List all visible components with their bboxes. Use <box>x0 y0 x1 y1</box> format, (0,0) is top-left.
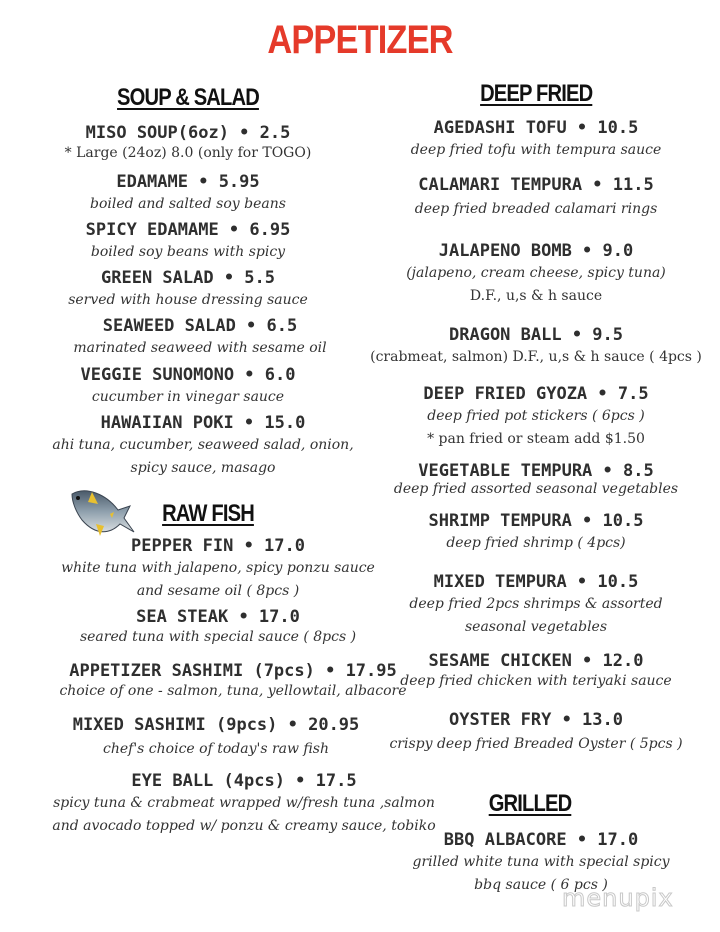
menu-item-eye-ball <box>0 770 488 838</box>
item-desc: deep fried chicken with teriyaki sauce <box>400 673 672 689</box>
item-desc: (crabmeat, salmon) D.F., u,s & h sauce ( 4pcs ) <box>370 349 702 365</box>
item-desc: * Large (24oz) 8.0 (only for TOGO) <box>64 145 312 161</box>
item-name: VEGGIE SUNOMONO • 6.0 <box>80 365 296 385</box>
item-name: SESAME CHICKEN • 12.0 <box>428 651 644 671</box>
item-desc: white tuna with jalapeno, spicy ponzu sauce <box>61 560 375 576</box>
item-name: SHRIMP TEMPURA • 10.5 <box>428 511 644 531</box>
menu-item-sea-steak <box>0 606 436 646</box>
item-desc: bbq sauce ( 6 pcs ) <box>474 877 608 893</box>
menu-item-mixed-tempura <box>376 571 696 639</box>
item-desc: deep fried tofu with tempura sauce <box>410 142 662 158</box>
watermark: menupix <box>562 884 674 912</box>
item-desc: * pan fried or steam add $1.50 <box>427 431 645 447</box>
menu-item-miso-soup <box>0 122 376 162</box>
item-desc: and avocado topped w/ ponzu & creamy sauce, tobiko <box>52 818 436 834</box>
item-name: OYSTER FRY • 13.0 <box>449 710 623 730</box>
item-name: DEEP FRIED GYOZA • 7.5 <box>423 384 649 404</box>
menu-item-vegetable-tempura <box>376 460 696 497</box>
item-desc: deep fried assorted seasonal vegetables <box>393 481 679 497</box>
menu-item-veggie-sunomono <box>0 364 376 409</box>
menu-item-green-salad <box>0 267 376 312</box>
menu-item-sesame-chicken <box>376 650 696 690</box>
item-desc: and sesame oil ( 8pcs ) <box>136 583 300 599</box>
item-name: PEPPER FIN • 17.0 <box>131 536 305 556</box>
item-name: DRAGON BALL • 9.5 <box>449 325 623 345</box>
item-desc: grilled white tuna with special spicy <box>412 854 670 870</box>
menu-item-spicy-edamame <box>0 219 376 264</box>
item-desc: boiled and salted soy beans <box>90 196 286 212</box>
item-name: APPETIZER SASHIMI (7pcs) • 17.95 <box>69 661 397 681</box>
item-desc: marinated seaweed with sesame oil <box>73 340 327 356</box>
section-heading-grilled: GRILLED <box>488 790 572 817</box>
menu-item-calamari-tempura <box>376 174 696 222</box>
menu-item-pepper-fin <box>0 535 436 603</box>
item-desc: seared tuna with special sauce ( 8pcs ) <box>79 629 357 645</box>
menu-item-edamame <box>0 171 376 216</box>
item-desc: boiled soy beans with spicy <box>90 244 286 260</box>
item-desc: spicy tuna & crabmeat wrapped w/fresh tuna ,salmon <box>53 795 435 811</box>
item-desc: (jalapeno, cream cheese, spicy tuna) <box>406 265 666 281</box>
item-name: AGEDASHI TOFU • 10.5 <box>433 118 639 138</box>
menu-title: APPETIZER <box>267 18 453 62</box>
item-name: SEAWEED SALAD • 6.5 <box>102 316 298 336</box>
item-name: EYE BALL (4pcs) • 17.5 <box>131 771 357 791</box>
item-desc: deep fried breaded calamari rings <box>414 201 658 217</box>
item-desc: served with house dressing sauce <box>68 292 308 308</box>
item-name: HAWAIIAN POKI • 15.0 <box>100 413 306 433</box>
menu-item-oyster-fry <box>376 709 696 757</box>
item-name: MISO SOUP(6oz) • 2.5 <box>85 123 291 143</box>
item-desc: choice of one - salmon, tuna, yellowtail, albacore <box>59 683 407 699</box>
item-desc: spicy sauce, masago <box>130 460 276 476</box>
menu-item-seaweed-salad <box>0 315 400 360</box>
item-name: MIXED TEMPURA • 10.5 <box>433 572 639 592</box>
item-desc: D.F., u,s & h sauce <box>469 288 603 304</box>
item-desc: deep fried pot stickers ( 6pcs ) <box>427 408 645 424</box>
item-name: JALAPENO BOMB • 9.0 <box>438 241 634 261</box>
item-desc: ahi tuna, cucumber, seaweed salad, onion, <box>52 437 354 453</box>
item-desc: seasonal vegetables <box>464 619 608 635</box>
item-name: MIXED SASHIMI (9pcs) • 20.95 <box>72 715 360 735</box>
section-heading-raw-fish: RAW FISH <box>162 500 254 527</box>
menu-item-deep-fried-gyoza <box>376 383 696 451</box>
item-desc: chef's choice of today's raw fish <box>103 741 329 757</box>
item-desc: crispy deep fried Breaded Oyster ( 5pcs ) <box>389 736 683 752</box>
item-name: EDAMAME • 5.95 <box>116 172 260 192</box>
item-name: GREEN SALAD • 5.5 <box>101 268 275 288</box>
item-name: VEGETABLE TEMPURA • 8.5 <box>418 461 654 481</box>
item-name: BBQ ALBACORE • 17.0 <box>443 830 639 850</box>
menu-item-jalapeno-bomb <box>376 240 696 308</box>
item-desc: deep fried 2pcs shrimps & assorted <box>409 596 663 612</box>
menu-item-shrimp-tempura <box>376 510 696 555</box>
menu-item-mixed-sashimi <box>0 714 432 762</box>
section-heading-deep-fried: DEEP FRIED <box>480 80 593 107</box>
item-name: SPICY EDAMAME • 6.95 <box>85 220 291 240</box>
item-desc: deep fried shrimp ( 4pcs) <box>446 535 626 551</box>
item-name: CALAMARI TEMPURA • 11.5 <box>418 175 654 195</box>
menu-item-dragon-ball <box>364 324 708 369</box>
item-name: SEA STEAK • 17.0 <box>136 607 300 627</box>
menu-item-agedashi-tofu <box>376 117 696 162</box>
item-desc: cucumber in vinegar sauce <box>91 389 285 405</box>
menu-item-hawaiian-poki <box>0 412 406 480</box>
section-heading-soup-salad: SOUP & SALAD <box>117 84 259 111</box>
